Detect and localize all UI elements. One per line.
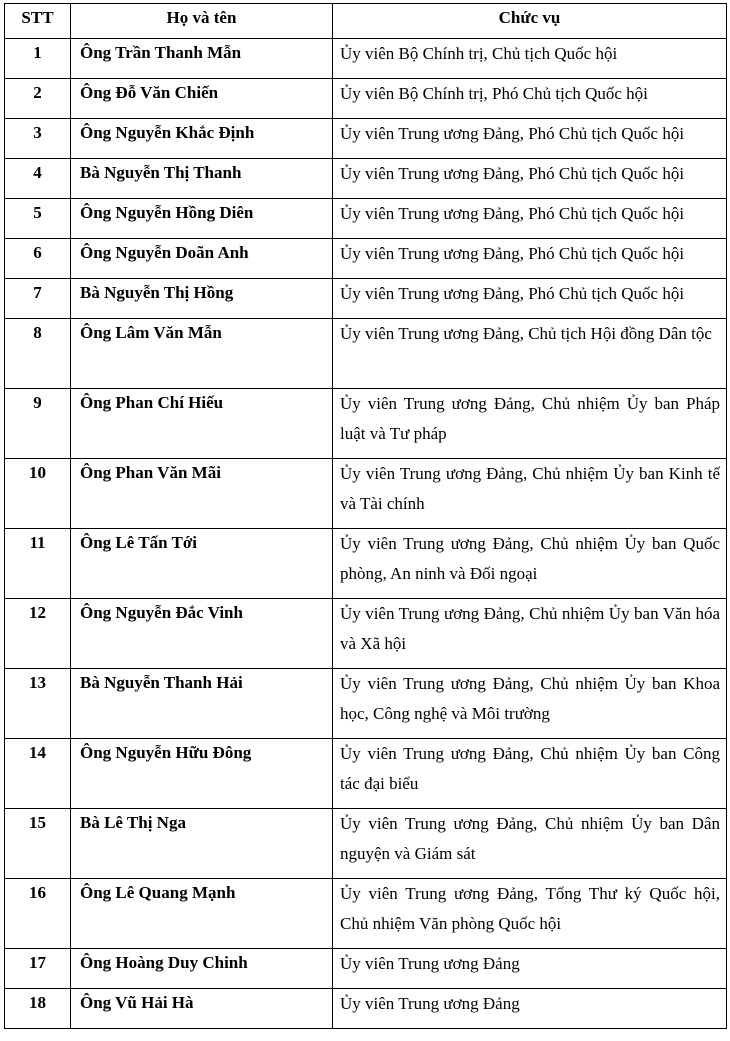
- row-stt: 15: [5, 809, 71, 879]
- row-stt: 12: [5, 599, 71, 669]
- row-position: Ủy viên Trung ương Đảng, Phó Chủ tịch Quốc hội: [333, 119, 727, 159]
- table-row: [5, 949, 727, 989]
- row-position: Ủy viên Trung ương Đảng, Chủ nhiệm Ủy ban Dân nguyện và Giám sát: [333, 809, 727, 879]
- table-row: [5, 599, 727, 669]
- row-name: Bà Lê Thị Nga: [71, 809, 333, 879]
- row-position: Ủy viên Trung ương Đảng, Chủ tịch Hội đồng Dân tộc: [333, 319, 727, 389]
- row-stt: 7: [5, 279, 71, 319]
- row-name: Ông Trần Thanh Mẫn: [71, 39, 333, 79]
- row-position: Ủy viên Bộ Chính trị, Chủ tịch Quốc hội: [333, 39, 727, 79]
- table-row: [5, 809, 727, 879]
- row-position: Ủy viên Trung ương Đảng, Chủ nhiệm Ủy ban Khoa học, Công nghệ và Môi trường: [333, 669, 727, 739]
- table-row: [5, 669, 727, 739]
- row-name: Ông Nguyễn Hữu Đông: [71, 739, 333, 809]
- header-row: [5, 4, 727, 39]
- header-position: Chức vụ: [333, 4, 727, 39]
- row-stt: 5: [5, 199, 71, 239]
- row-stt: 2: [5, 79, 71, 119]
- row-name: Ông Lâm Văn Mẫn: [71, 319, 333, 389]
- header-name: Họ và tên: [71, 4, 333, 39]
- row-stt: 13: [5, 669, 71, 739]
- table-row: [5, 279, 727, 319]
- row-stt: 1: [5, 39, 71, 79]
- row-name: Ông Phan Văn Mãi: [71, 459, 333, 529]
- row-position: Ủy viên Trung ương Đảng, Phó Chủ tịch Quốc hội: [333, 199, 727, 239]
- row-name: Ông Lê Quang Mạnh: [71, 879, 333, 949]
- row-name: Ông Đỗ Văn Chiến: [71, 79, 333, 119]
- table-row: [5, 459, 727, 529]
- row-name: Ông Lê Tấn Tới: [71, 529, 333, 599]
- row-name: Ông Nguyễn Hồng Diên: [71, 199, 333, 239]
- row-position: Ủy viên Trung ương Đảng, Chủ nhiệm Ủy ban Kinh tế và Tài chính: [333, 459, 727, 529]
- table-row: [5, 739, 727, 809]
- row-name: Bà Nguyễn Thanh Hải: [71, 669, 333, 739]
- row-position: Ủy viên Trung ương Đảng, Tổng Thư ký Quốc hội, Chủ nhiệm Văn phòng Quốc hội: [333, 879, 727, 949]
- row-stt: 6: [5, 239, 71, 279]
- header-stt: STT: [5, 4, 71, 39]
- row-stt: 11: [5, 529, 71, 599]
- row-stt: 17: [5, 949, 71, 989]
- row-position: Ủy viên Trung ương Đảng, Chủ nhiệm Ủy ban Công tác đại biểu: [333, 739, 727, 809]
- leadership-table: [4, 3, 727, 1029]
- row-position: Ủy viên Bộ Chính trị, Phó Chủ tịch Quốc hội: [333, 79, 727, 119]
- row-name: Bà Nguyễn Thị Hồng: [71, 279, 333, 319]
- table-row: [5, 199, 727, 239]
- row-name: Ông Hoàng Duy Chinh: [71, 949, 333, 989]
- row-position: Ủy viên Trung ương Đảng, Chủ nhiệm Ủy ban Văn hóa và Xã hội: [333, 599, 727, 669]
- row-name: Ông Nguyễn Doãn Anh: [71, 239, 333, 279]
- table-row: [5, 39, 727, 79]
- table-row: [5, 879, 727, 949]
- table-row: [5, 79, 727, 119]
- row-name: Ông Vũ Hải Hà: [71, 989, 333, 1029]
- row-stt: 9: [5, 389, 71, 459]
- row-position: Ủy viên Trung ương Đảng, Chủ nhiệm Ủy ban Quốc phòng, An ninh và Đối ngoại: [333, 529, 727, 599]
- table-row: [5, 119, 727, 159]
- row-stt: 3: [5, 119, 71, 159]
- row-position: Ủy viên Trung ương Đảng: [333, 989, 727, 1029]
- row-position: Ủy viên Trung ương Đảng, Phó Chủ tịch Quốc hội: [333, 159, 727, 199]
- row-position: Ủy viên Trung ương Đảng, Phó Chủ tịch Quốc hội: [333, 239, 727, 279]
- row-name: Bà Nguyễn Thị Thanh: [71, 159, 333, 199]
- table-row: [5, 389, 727, 459]
- row-stt: 18: [5, 989, 71, 1029]
- table-row: [5, 159, 727, 199]
- table-row: [5, 239, 727, 279]
- row-position: Ủy viên Trung ương Đảng: [333, 949, 727, 989]
- table-row: [5, 989, 727, 1029]
- table-row: [5, 319, 727, 389]
- row-stt: 14: [5, 739, 71, 809]
- row-stt: 10: [5, 459, 71, 529]
- row-position: Ủy viên Trung ương Đảng, Phó Chủ tịch Quốc hội: [333, 279, 727, 319]
- row-name: Ông Phan Chí Hiếu: [71, 389, 333, 459]
- table-row: [5, 529, 727, 599]
- row-stt: 4: [5, 159, 71, 199]
- row-stt: 16: [5, 879, 71, 949]
- row-stt: 8: [5, 319, 71, 389]
- row-name: Ông Nguyễn Đắc Vinh: [71, 599, 333, 669]
- row-position: Ủy viên Trung ương Đảng, Chủ nhiệm Ủy ban Pháp luật và Tư pháp: [333, 389, 727, 459]
- row-name: Ông Nguyễn Khắc Định: [71, 119, 333, 159]
